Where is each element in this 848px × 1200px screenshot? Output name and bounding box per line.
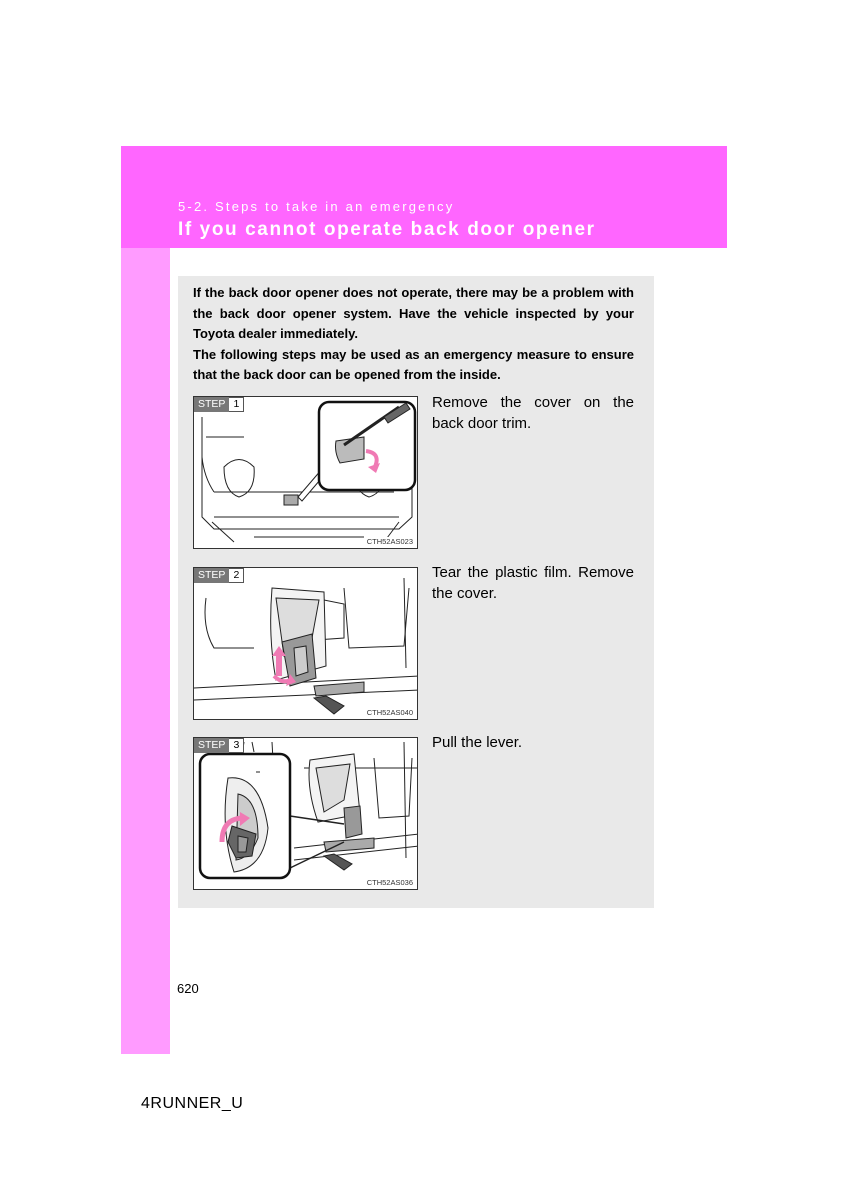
- intro-paragraph-2: The following steps may be used as an emergency measure to ensure that the back door can be opened from the inside.: [193, 346, 634, 382]
- step-3-illustration: [193, 737, 418, 890]
- step-3-figure-code: CTH52AS036: [366, 878, 413, 887]
- section-header: [121, 146, 727, 248]
- intro-paragraph-1: If the back door opener does not operate, there may be a problem with the back door opener system. Have the vehicle inspected by your Toyota dealer immediately.: [193, 285, 634, 341]
- release-lever-drawing: [194, 738, 418, 890]
- page-number: 620: [177, 981, 199, 996]
- plastic-film-cover-drawing: [194, 568, 418, 720]
- back-door-trim-drawing: [194, 397, 418, 549]
- step-2-instruction: Tear the plastic film. Remove the cover.: [432, 564, 634, 602]
- step-1-instruction: Remove the cover on the back door trim.: [432, 394, 634, 432]
- step-2-figure-code: CTH52AS040: [366, 708, 413, 717]
- step-1-illustration: [193, 396, 418, 549]
- procedure-box: [178, 276, 654, 908]
- side-tab-bar: [121, 248, 170, 1054]
- step-3-badge: STEP 3: [194, 738, 244, 753]
- footer-model-code: 4RUNNER_U: [141, 1095, 244, 1112]
- step-3-instruction: Pull the lever.: [432, 734, 523, 751]
- step-2-illustration: [193, 567, 418, 720]
- intro-text: [193, 283, 634, 386]
- step-2-badge: STEP 2: [194, 568, 244, 583]
- page-title: If you cannot operate back door opener: [178, 219, 596, 240]
- section-label: 5-2. Steps to take in an emergency: [178, 199, 455, 214]
- step-1-badge: STEP 1: [194, 397, 244, 412]
- step-1-figure-code: CTH52AS023: [366, 537, 413, 546]
